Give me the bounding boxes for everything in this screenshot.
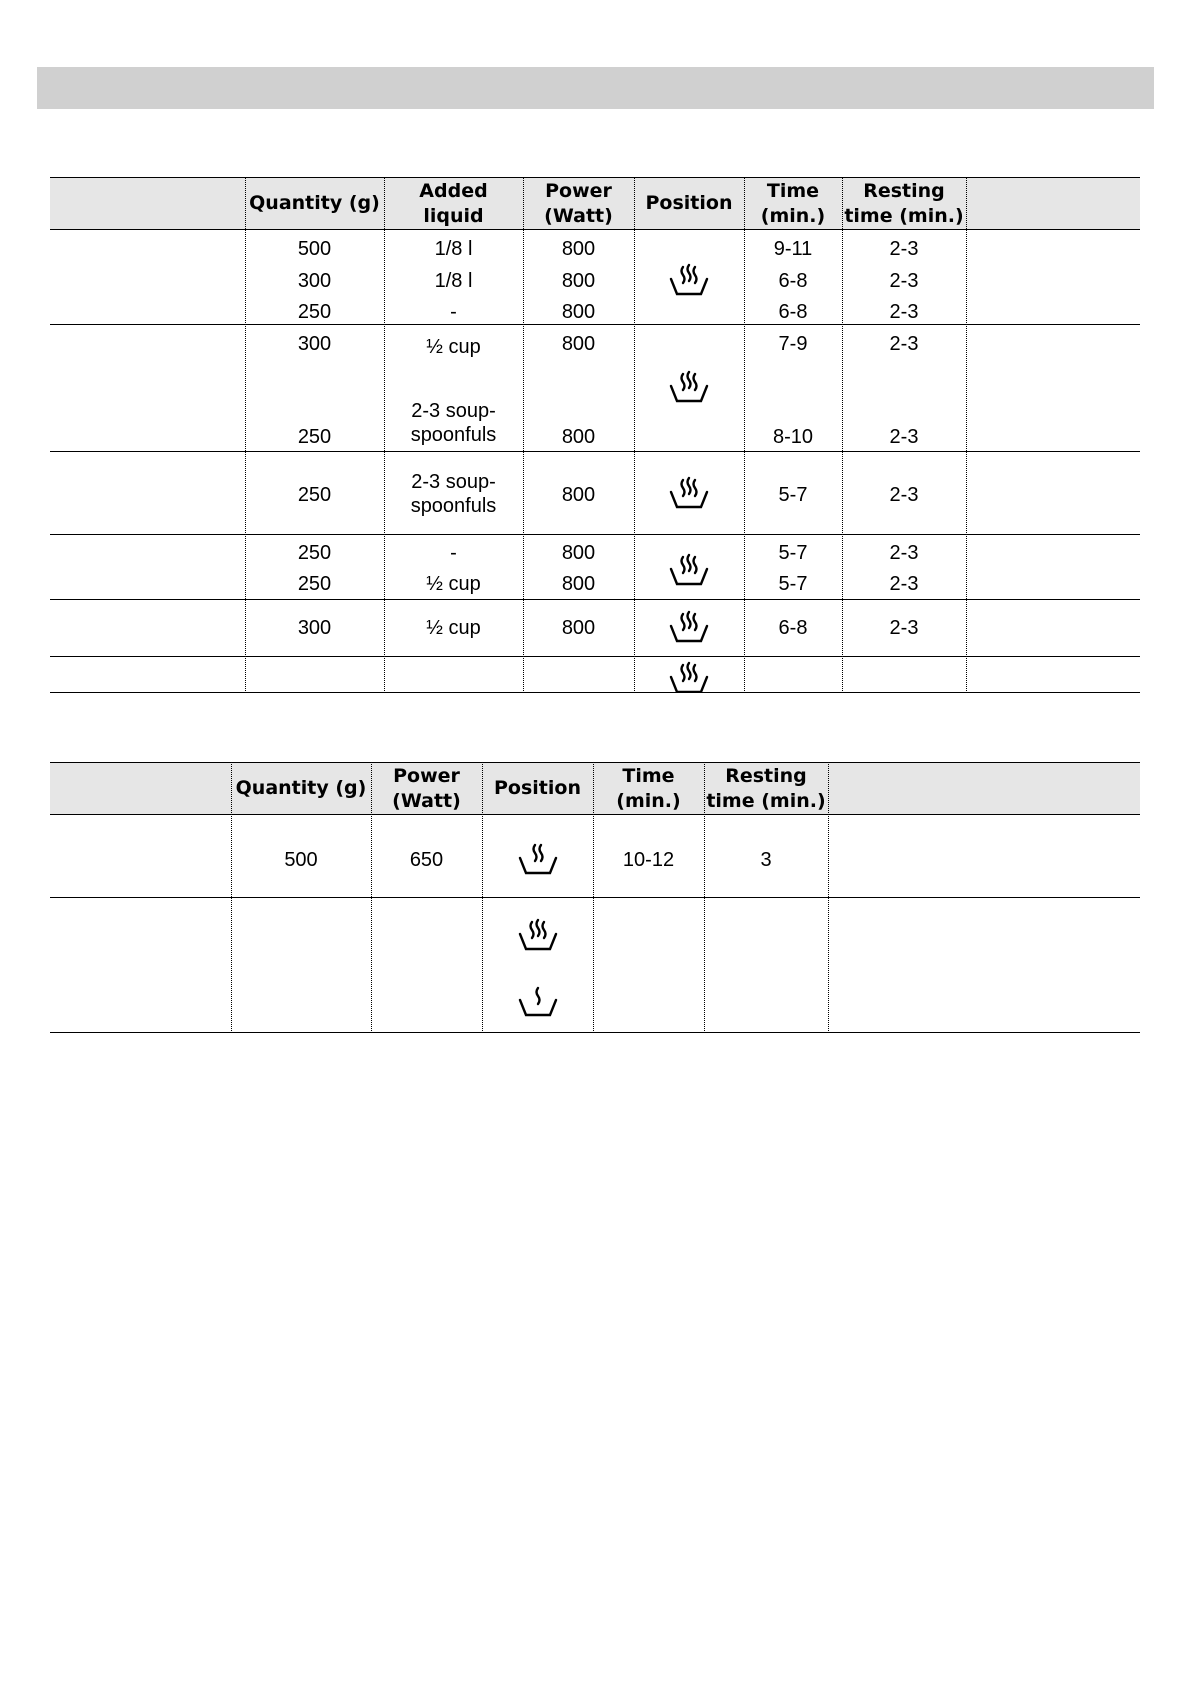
header-quantity: Quantity (g)	[235, 777, 367, 799]
quantity-cell: 250	[297, 573, 332, 595]
steam-dish-icon	[667, 476, 711, 512]
liquid-cell: ½ cup	[426, 617, 481, 639]
row-divider	[50, 599, 1140, 600]
resting-cell: 2-3	[889, 238, 919, 260]
steam-dish-icon	[667, 610, 711, 646]
quantity-cell: 500	[284, 849, 318, 871]
header-position: Position	[494, 777, 581, 799]
steam-dish-icon	[667, 661, 711, 692]
time-cell: 7-9	[778, 333, 808, 355]
quantity-cell: 300	[297, 617, 332, 639]
header-resting-time: Resting time (min.)	[706, 764, 826, 812]
power-cell: 800	[561, 426, 596, 448]
resting-cell: 2-3	[889, 270, 919, 292]
time-cell: 5-7	[778, 573, 808, 595]
resting-cell: 2-3	[889, 573, 919, 595]
resting-cell: 2-3	[889, 617, 919, 639]
resting-cell: 2-3	[889, 426, 919, 448]
header-power: Power (Watt)	[392, 764, 461, 812]
steam-dish-icon	[667, 263, 711, 299]
row-divider	[50, 1032, 1140, 1033]
header-power: Power (Watt)	[544, 179, 613, 227]
table-header	[50, 177, 1140, 230]
header-position: Position	[645, 192, 733, 214]
header-resting-time: Resting time (min.)	[844, 179, 964, 227]
row-divider	[50, 534, 1140, 535]
row-divider	[50, 656, 1140, 657]
liquid-cell: 2-3 soup- spoonfuls	[410, 471, 497, 517]
steam-dish-icon	[516, 918, 560, 954]
section-banner	[37, 67, 1154, 109]
power-cell: 800	[561, 484, 596, 506]
time-cell: 5-7	[778, 542, 808, 564]
header-quantity: Quantity (g)	[249, 192, 380, 214]
row-divider	[50, 692, 1140, 693]
resting-cell: 3	[760, 849, 772, 871]
power-cell: 800	[561, 333, 596, 355]
liquid-cell: -	[450, 542, 457, 564]
power-cell: 650	[409, 849, 444, 871]
quantity-cell: 500	[297, 238, 332, 260]
power-cell: 800	[561, 238, 596, 260]
power-cell: 800	[561, 301, 596, 323]
quantity-cell: 250	[297, 426, 332, 448]
power-cell: 800	[561, 542, 596, 564]
quantity-cell: 300	[297, 270, 332, 292]
steam-dish-icon	[516, 842, 560, 878]
quantity-cell: 250	[297, 542, 332, 564]
column-divider	[966, 177, 967, 693]
cooking-table-1	[50, 177, 1140, 693]
resting-cell: 2-3	[889, 542, 919, 564]
time-cell: 6-8	[778, 301, 808, 323]
liquid-cell: ½ cup	[426, 573, 481, 595]
quantity-cell: 250	[297, 484, 332, 506]
liquid-cell: ½ cup	[426, 336, 481, 358]
table-header	[50, 762, 1140, 815]
quantity-cell: 300	[297, 333, 332, 355]
power-cell: 800	[561, 573, 596, 595]
steam-dish-icon	[667, 553, 711, 589]
cooking-table-2	[50, 762, 1140, 1033]
power-cell: 800	[561, 617, 596, 639]
liquid-cell: 1/8 l	[434, 270, 473, 292]
header-time: Time (min.)	[760, 179, 826, 227]
header-time: Time (min.)	[616, 764, 681, 812]
resting-cell: 2-3	[889, 301, 919, 323]
steam-dish-icon	[667, 370, 711, 406]
time-cell: 6-8	[778, 270, 808, 292]
resting-cell: 2-3	[889, 333, 919, 355]
time-cell: 5-7	[778, 484, 808, 506]
time-cell: 6-8	[778, 617, 808, 639]
row-divider	[50, 897, 1140, 898]
liquid-cell: -	[450, 301, 457, 323]
header-added-liquid: Added liquid	[419, 179, 488, 227]
power-cell: 800	[561, 270, 596, 292]
time-cell: 8-10	[772, 426, 814, 448]
single-steam-dish-icon	[516, 984, 560, 1020]
quantity-cell: 250	[297, 301, 332, 323]
liquid-cell: 1/8 l	[434, 238, 473, 260]
row-divider	[50, 451, 1140, 452]
time-cell: 10-12	[622, 849, 675, 871]
time-cell: 9-11	[773, 238, 813, 260]
resting-cell: 2-3	[889, 484, 919, 506]
liquid-cell: 2-3 soup- spoonfuls	[410, 400, 497, 446]
column-divider	[634, 177, 635, 693]
